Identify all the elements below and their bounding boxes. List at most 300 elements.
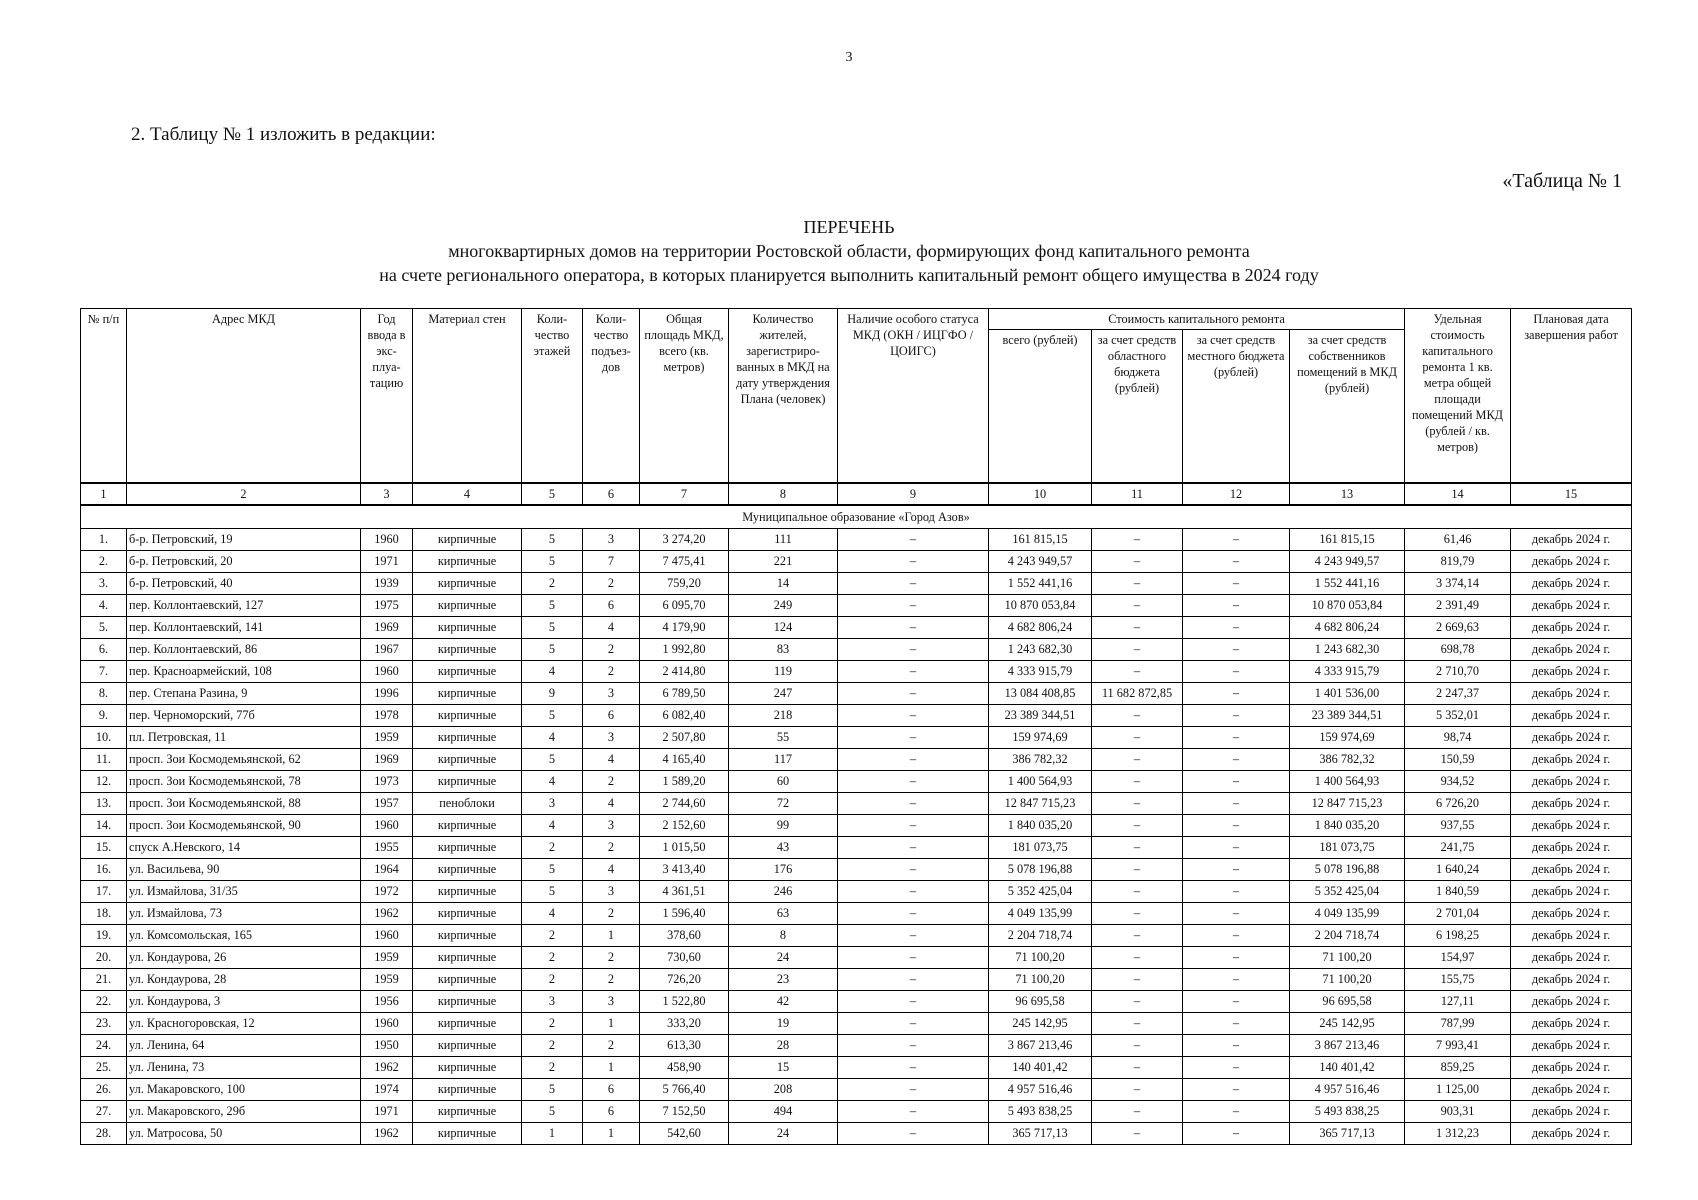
column-number: 2 (127, 483, 361, 505)
cell-entrances: 6 (583, 595, 640, 617)
cell-cost-local: – (1183, 1101, 1290, 1123)
cell-wall-material: кирпичные (413, 881, 522, 903)
cell-completion-date: декабрь 2024 г. (1511, 881, 1632, 903)
cell-cost-owners: 4 682 806,24 (1290, 617, 1405, 639)
cell-address: пер. Коллонтаевский, 127 (127, 595, 361, 617)
cell-cost-regional: – (1092, 991, 1183, 1013)
cell-entrances: 3 (583, 815, 640, 837)
cell-unit-cost: 150,59 (1405, 749, 1511, 771)
column-number: 5 (522, 483, 583, 505)
col-header-cost-owners: за счет средств собственников помещений в МКД (рублей) (1290, 330, 1405, 484)
column-number: 15 (1511, 483, 1632, 505)
cell-entrances: 3 (583, 683, 640, 705)
cell-total-area: 2 507,80 (640, 727, 729, 749)
cell-cost-owners: 1 552 441,16 (1290, 573, 1405, 595)
cell-cost-total: 13 084 408,85 (989, 683, 1092, 705)
cell-cost-owners: 23 389 344,51 (1290, 705, 1405, 727)
table-row (81, 749, 1632, 771)
cell-wall-material: кирпичные (413, 925, 522, 947)
cell-floors: 4 (522, 771, 583, 793)
cell-cost-regional: – (1092, 529, 1183, 551)
cell-entrances: 4 (583, 793, 640, 815)
cell-address: ул. Красногоровская, 12 (127, 1013, 361, 1035)
cell-address: пер. Степана Разина, 9 (127, 683, 361, 705)
cell-address: пер. Коллонтаевский, 86 (127, 639, 361, 661)
cell-cost-regional: – (1092, 793, 1183, 815)
cell-total-area: 3 413,40 (640, 859, 729, 881)
cell-entrances: 6 (583, 705, 640, 727)
cell-entrances: 3 (583, 529, 640, 551)
cell-cost-regional: – (1092, 969, 1183, 991)
cell-cost-local: – (1183, 969, 1290, 991)
cell-residents: 249 (729, 595, 838, 617)
cell-unit-cost: 937,55 (1405, 815, 1511, 837)
cell-total-area: 2 414,80 (640, 661, 729, 683)
cell-row-index: 23. (81, 1013, 127, 1035)
cell-cost-local: – (1183, 1035, 1290, 1057)
cell-residents: 99 (729, 815, 838, 837)
cell-entrances: 1 (583, 1057, 640, 1079)
cell-entrances: 2 (583, 903, 640, 925)
cell-year-built: 1975 (361, 595, 413, 617)
cell-row-index: 15. (81, 837, 127, 859)
cell-floors: 2 (522, 1035, 583, 1057)
cell-unit-cost: 127,11 (1405, 991, 1511, 1013)
cell-cost-regional: – (1092, 617, 1183, 639)
cell-entrances: 1 (583, 925, 640, 947)
column-number: 10 (989, 483, 1092, 505)
cell-year-built: 1959 (361, 727, 413, 749)
cell-wall-material: кирпичные (413, 859, 522, 881)
cell-wall-material: кирпичные (413, 771, 522, 793)
cell-special-status: – (838, 991, 989, 1013)
cell-completion-date: декабрь 2024 г. (1511, 1013, 1632, 1035)
cell-year-built: 1971 (361, 1101, 413, 1123)
cell-address: ул. Кондаурова, 26 (127, 947, 361, 969)
cell-unit-cost: 1 640,24 (1405, 859, 1511, 881)
column-number: 8 (729, 483, 838, 505)
cell-completion-date: декабрь 2024 г. (1511, 529, 1632, 551)
cell-cost-local: – (1183, 617, 1290, 639)
cell-unit-cost: 2 701,04 (1405, 903, 1511, 925)
cell-cost-total: 71 100,20 (989, 947, 1092, 969)
cell-cost-total: 96 695,58 (989, 991, 1092, 1013)
cell-year-built: 1962 (361, 1057, 413, 1079)
cell-cost-total: 4 049 135,99 (989, 903, 1092, 925)
cell-wall-material: кирпичные (413, 1079, 522, 1101)
cell-residents: 72 (729, 793, 838, 815)
col-header-year: Год ввода в экс-плуа-тацию (361, 309, 413, 484)
cell-cost-total: 245 142,95 (989, 1013, 1092, 1035)
cell-cost-total: 71 100,20 (989, 969, 1092, 991)
cell-entrances: 1 (583, 1123, 640, 1145)
cell-row-index: 14. (81, 815, 127, 837)
cell-floors: 2 (522, 837, 583, 859)
cell-total-area: 2 152,60 (640, 815, 729, 837)
cell-address: ул. Комсомольская, 165 (127, 925, 361, 947)
cell-residents: 111 (729, 529, 838, 551)
cell-floors: 2 (522, 1013, 583, 1035)
cell-floors: 4 (522, 727, 583, 749)
cell-unit-cost: 154,97 (1405, 947, 1511, 969)
table-row (81, 947, 1632, 969)
municipality-row: Муниципальное образование «Город Азов» (81, 505, 1632, 529)
cell-special-status: – (838, 1101, 989, 1123)
cell-unit-cost: 698,78 (1405, 639, 1511, 661)
cell-wall-material: пеноблоки (413, 793, 522, 815)
cell-cost-total: 181 073,75 (989, 837, 1092, 859)
column-number: 9 (838, 483, 989, 505)
cell-unit-cost: 5 352,01 (1405, 705, 1511, 727)
cell-row-index: 7. (81, 661, 127, 683)
cell-cost-total: 4 682 806,24 (989, 617, 1092, 639)
cell-year-built: 1939 (361, 573, 413, 595)
cell-cost-owners: 159 974,69 (1290, 727, 1405, 749)
cell-special-status: – (838, 903, 989, 925)
cell-total-area: 6 082,40 (640, 705, 729, 727)
cell-residents: 246 (729, 881, 838, 903)
cell-wall-material: кирпичные (413, 595, 522, 617)
cell-cost-local: – (1183, 595, 1290, 617)
table-row (81, 529, 1632, 551)
cell-entrances: 4 (583, 749, 640, 771)
cell-special-status: – (838, 727, 989, 749)
cell-row-index: 11. (81, 749, 127, 771)
cell-cost-local: – (1183, 859, 1290, 881)
cell-completion-date: декабрь 2024 г. (1511, 771, 1632, 793)
cell-cost-local: – (1183, 573, 1290, 595)
cell-floors: 2 (522, 925, 583, 947)
cell-residents: 15 (729, 1057, 838, 1079)
cell-floors: 5 (522, 617, 583, 639)
table-row (81, 1013, 1632, 1035)
cell-cost-regional: – (1092, 639, 1183, 661)
column-number: 6 (583, 483, 640, 505)
cell-cost-regional: – (1092, 1123, 1183, 1145)
cell-year-built: 1962 (361, 1123, 413, 1145)
cell-year-built: 1960 (361, 661, 413, 683)
cell-completion-date: декабрь 2024 г. (1511, 661, 1632, 683)
cell-residents: 60 (729, 771, 838, 793)
table-row (81, 1101, 1632, 1123)
cell-wall-material: кирпичные (413, 1123, 522, 1145)
table-row (81, 661, 1632, 683)
cell-row-index: 5. (81, 617, 127, 639)
cell-row-index: 22. (81, 991, 127, 1013)
intro-text: 2. Таблицу № 1 изложить в редакции: (131, 124, 436, 145)
column-number: 4 (413, 483, 522, 505)
cell-floors: 4 (522, 903, 583, 925)
cell-row-index: 12. (81, 771, 127, 793)
cell-cost-local: – (1183, 881, 1290, 903)
cell-residents: 494 (729, 1101, 838, 1123)
cell-floors: 3 (522, 793, 583, 815)
cell-cost-regional: – (1092, 815, 1183, 837)
cell-cost-owners: 71 100,20 (1290, 947, 1405, 969)
cell-entrances: 4 (583, 859, 640, 881)
cell-special-status: – (838, 617, 989, 639)
cell-year-built: 1969 (361, 749, 413, 771)
cell-cost-owners: 386 782,32 (1290, 749, 1405, 771)
cell-total-area: 7 152,50 (640, 1101, 729, 1123)
col-header-cost-total: всего (рублей) (989, 330, 1092, 484)
cell-residents: 117 (729, 749, 838, 771)
cell-cost-owners: 365 717,13 (1290, 1123, 1405, 1145)
cell-completion-date: декабрь 2024 г. (1511, 969, 1632, 991)
cell-cost-total: 159 974,69 (989, 727, 1092, 749)
cell-completion-date: декабрь 2024 г. (1511, 947, 1632, 969)
cell-special-status: – (838, 947, 989, 969)
cell-address: ул. Макаровского, 29б (127, 1101, 361, 1123)
cell-special-status: – (838, 969, 989, 991)
cell-year-built: 1967 (361, 639, 413, 661)
table-row (81, 727, 1632, 749)
cell-floors: 5 (522, 859, 583, 881)
cell-cost-local: – (1183, 727, 1290, 749)
column-number: 12 (1183, 483, 1290, 505)
cell-address: спуск А.Невского, 14 (127, 837, 361, 859)
column-number: 3 (361, 483, 413, 505)
table-row (81, 793, 1632, 815)
cell-cost-owners: 5 078 196,88 (1290, 859, 1405, 881)
cell-special-status: – (838, 573, 989, 595)
cell-residents: 119 (729, 661, 838, 683)
table-row (81, 1035, 1632, 1057)
cell-unit-cost: 2 710,70 (1405, 661, 1511, 683)
cell-wall-material: кирпичные (413, 705, 522, 727)
cell-cost-regional: – (1092, 771, 1183, 793)
cell-cost-owners: 12 847 715,23 (1290, 793, 1405, 815)
cell-total-area: 4 179,90 (640, 617, 729, 639)
cell-residents: 8 (729, 925, 838, 947)
cell-entrances: 2 (583, 771, 640, 793)
cell-special-status: – (838, 749, 989, 771)
cell-cost-local: – (1183, 837, 1290, 859)
cell-floors: 5 (522, 529, 583, 551)
cell-row-index: 6. (81, 639, 127, 661)
cell-wall-material: кирпичные (413, 1035, 522, 1057)
cell-cost-total: 1 552 441,16 (989, 573, 1092, 595)
cell-unit-cost: 1 840,59 (1405, 881, 1511, 903)
cell-unit-cost: 2 669,63 (1405, 617, 1511, 639)
cell-floors: 5 (522, 705, 583, 727)
cell-residents: 55 (729, 727, 838, 749)
cell-completion-date: декабрь 2024 г. (1511, 1123, 1632, 1145)
cell-entrances: 2 (583, 661, 640, 683)
cell-cost-owners: 4 243 949,57 (1290, 551, 1405, 573)
cell-wall-material: кирпичные (413, 551, 522, 573)
cell-cost-total: 2 204 718,74 (989, 925, 1092, 947)
cell-cost-total: 5 078 196,88 (989, 859, 1092, 881)
cell-cost-local: – (1183, 639, 1290, 661)
cell-entrances: 3 (583, 991, 640, 1013)
col-header-index: № п/п (81, 309, 127, 484)
cell-unit-cost: 3 374,14 (1405, 573, 1511, 595)
cell-total-area: 6 789,50 (640, 683, 729, 705)
cell-special-status: – (838, 1057, 989, 1079)
cell-year-built: 1960 (361, 529, 413, 551)
cell-cost-regional: – (1092, 573, 1183, 595)
cell-total-area: 1 522,80 (640, 991, 729, 1013)
cell-completion-date: декабрь 2024 г. (1511, 617, 1632, 639)
cell-cost-total: 386 782,32 (989, 749, 1092, 771)
cell-address: просп. Зои Космодемьянской, 78 (127, 771, 361, 793)
cell-floors: 2 (522, 947, 583, 969)
cell-wall-material: кирпичные (413, 573, 522, 595)
cell-wall-material: кирпичные (413, 639, 522, 661)
cell-year-built: 1973 (361, 771, 413, 793)
cell-special-status: – (838, 529, 989, 551)
cell-row-index: 1. (81, 529, 127, 551)
column-number: 7 (640, 483, 729, 505)
cell-completion-date: декабрь 2024 г. (1511, 1101, 1632, 1123)
cell-completion-date: декабрь 2024 г. (1511, 815, 1632, 837)
cell-floors: 1 (522, 1123, 583, 1145)
table-row (81, 1079, 1632, 1101)
cell-wall-material: кирпичные (413, 991, 522, 1013)
cell-unit-cost: 1 312,23 (1405, 1123, 1511, 1145)
table-row (81, 1057, 1632, 1079)
cell-wall-material: кирпичные (413, 969, 522, 991)
cell-cost-regional: – (1092, 727, 1183, 749)
cell-floors: 4 (522, 815, 583, 837)
heading-subtitle-line-2: на счете регионального оператора, в которых планируется выполнить капитальный ремонт общего имущества в 2024 году (379, 265, 1319, 285)
cell-cost-owners: 4 957 516,46 (1290, 1079, 1405, 1101)
cell-completion-date: декабрь 2024 г. (1511, 903, 1632, 925)
cell-completion-date: декабрь 2024 г. (1511, 639, 1632, 661)
cell-floors: 9 (522, 683, 583, 705)
cell-total-area: 726,20 (640, 969, 729, 991)
cell-year-built: 1950 (361, 1035, 413, 1057)
cell-cost-owners: 5 352 425,04 (1290, 881, 1405, 903)
cell-cost-local: – (1183, 947, 1290, 969)
heading-subtitle-line-1: многоквартирных домов на территории Ростовской области, формирующих фонд капитального ремонта (448, 241, 1250, 261)
col-header-cost-local: за счет средств местного бюджета (рублей) (1183, 330, 1290, 484)
cell-row-index: 9. (81, 705, 127, 727)
cell-floors: 2 (522, 573, 583, 595)
cell-row-index: 10. (81, 727, 127, 749)
mkd-registry-table (80, 308, 1632, 1145)
cell-cost-local: – (1183, 551, 1290, 573)
table-row (81, 705, 1632, 727)
cell-total-area: 333,20 (640, 1013, 729, 1035)
cell-cost-owners: 4 049 135,99 (1290, 903, 1405, 925)
col-header-total-area: Общая площадь МКД, всего (кв. метров) (640, 309, 729, 484)
column-number: 11 (1092, 483, 1183, 505)
cell-special-status: – (838, 705, 989, 727)
cell-floors: 5 (522, 881, 583, 903)
cell-wall-material: кирпичные (413, 749, 522, 771)
col-header-cost-group: Стоимость капитального ремонта (989, 309, 1405, 330)
cell-floors: 2 (522, 969, 583, 991)
cell-special-status: – (838, 683, 989, 705)
cell-wall-material: кирпичные (413, 529, 522, 551)
cell-row-index: 20. (81, 947, 127, 969)
cell-floors: 3 (522, 991, 583, 1013)
cell-unit-cost: 787,99 (1405, 1013, 1511, 1035)
cell-row-index: 28. (81, 1123, 127, 1145)
cell-unit-cost: 2 391,49 (1405, 595, 1511, 617)
cell-cost-regional: – (1092, 1035, 1183, 1057)
cell-unit-cost: 934,52 (1405, 771, 1511, 793)
cell-row-index: 24. (81, 1035, 127, 1057)
cell-completion-date: декабрь 2024 г. (1511, 991, 1632, 1013)
cell-cost-total: 3 867 213,46 (989, 1035, 1092, 1057)
cell-wall-material: кирпичные (413, 661, 522, 683)
cell-completion-date: декабрь 2024 г. (1511, 595, 1632, 617)
cell-entrances: 6 (583, 1101, 640, 1123)
cell-cost-owners: 10 870 053,84 (1290, 595, 1405, 617)
table-row (81, 1123, 1632, 1145)
cell-cost-regional: 11 682 872,85 (1092, 683, 1183, 705)
cell-cost-regional: – (1092, 837, 1183, 859)
column-number: 14 (1405, 483, 1511, 505)
cell-completion-date: декабрь 2024 г. (1511, 551, 1632, 573)
cell-year-built: 1956 (361, 991, 413, 1013)
cell-cost-local: – (1183, 1123, 1290, 1145)
cell-cost-local: – (1183, 925, 1290, 947)
cell-entrances: 7 (583, 551, 640, 573)
cell-cost-regional: – (1092, 1101, 1183, 1123)
cell-total-area: 6 095,70 (640, 595, 729, 617)
heading-title: ПЕРЕЧЕНЬ (803, 217, 895, 237)
cell-floors: 5 (522, 595, 583, 617)
cell-residents: 23 (729, 969, 838, 991)
cell-address: пер. Коллонтаевский, 141 (127, 617, 361, 639)
cell-row-index: 19. (81, 925, 127, 947)
cell-address: ул. Измайлова, 73 (127, 903, 361, 925)
cell-wall-material: кирпичные (413, 1057, 522, 1079)
cell-total-area: 7 475,41 (640, 551, 729, 573)
cell-year-built: 1957 (361, 793, 413, 815)
cell-completion-date: декабрь 2024 г. (1511, 1057, 1632, 1079)
cell-unit-cost: 903,31 (1405, 1101, 1511, 1123)
cell-total-area: 5 766,40 (640, 1079, 729, 1101)
cell-floors: 5 (522, 1101, 583, 1123)
cell-year-built: 1971 (361, 551, 413, 573)
cell-cost-owners: 1 840 035,20 (1290, 815, 1405, 837)
column-number: 1 (81, 483, 127, 505)
table-row (81, 925, 1632, 947)
cell-entrances: 2 (583, 639, 640, 661)
cell-special-status: – (838, 837, 989, 859)
cell-row-index: 8. (81, 683, 127, 705)
cell-special-status: – (838, 1035, 989, 1057)
cell-cost-total: 1 400 564,93 (989, 771, 1092, 793)
cell-cost-local: – (1183, 683, 1290, 705)
cell-total-area: 759,20 (640, 573, 729, 595)
cell-completion-date: декабрь 2024 г. (1511, 1079, 1632, 1101)
cell-unit-cost: 6 198,25 (1405, 925, 1511, 947)
col-header-completion-date: Плановая дата завершения работ (1511, 309, 1632, 484)
cell-cost-owners: 181 073,75 (1290, 837, 1405, 859)
table-row (81, 969, 1632, 991)
cell-floors: 4 (522, 661, 583, 683)
cell-unit-cost: 2 247,37 (1405, 683, 1511, 705)
cell-completion-date: декабрь 2024 г. (1511, 1035, 1632, 1057)
cell-year-built: 1972 (361, 881, 413, 903)
cell-cost-regional: – (1092, 1057, 1183, 1079)
cell-completion-date: декабрь 2024 г. (1511, 573, 1632, 595)
cell-residents: 63 (729, 903, 838, 925)
cell-address: б-р. Петровский, 40 (127, 573, 361, 595)
cell-completion-date: декабрь 2024 г. (1511, 749, 1632, 771)
cell-row-index: 16. (81, 859, 127, 881)
cell-entrances: 4 (583, 617, 640, 639)
page-number: 3 (845, 50, 853, 65)
table-row (81, 551, 1632, 573)
cell-entrances: 1 (583, 1013, 640, 1035)
